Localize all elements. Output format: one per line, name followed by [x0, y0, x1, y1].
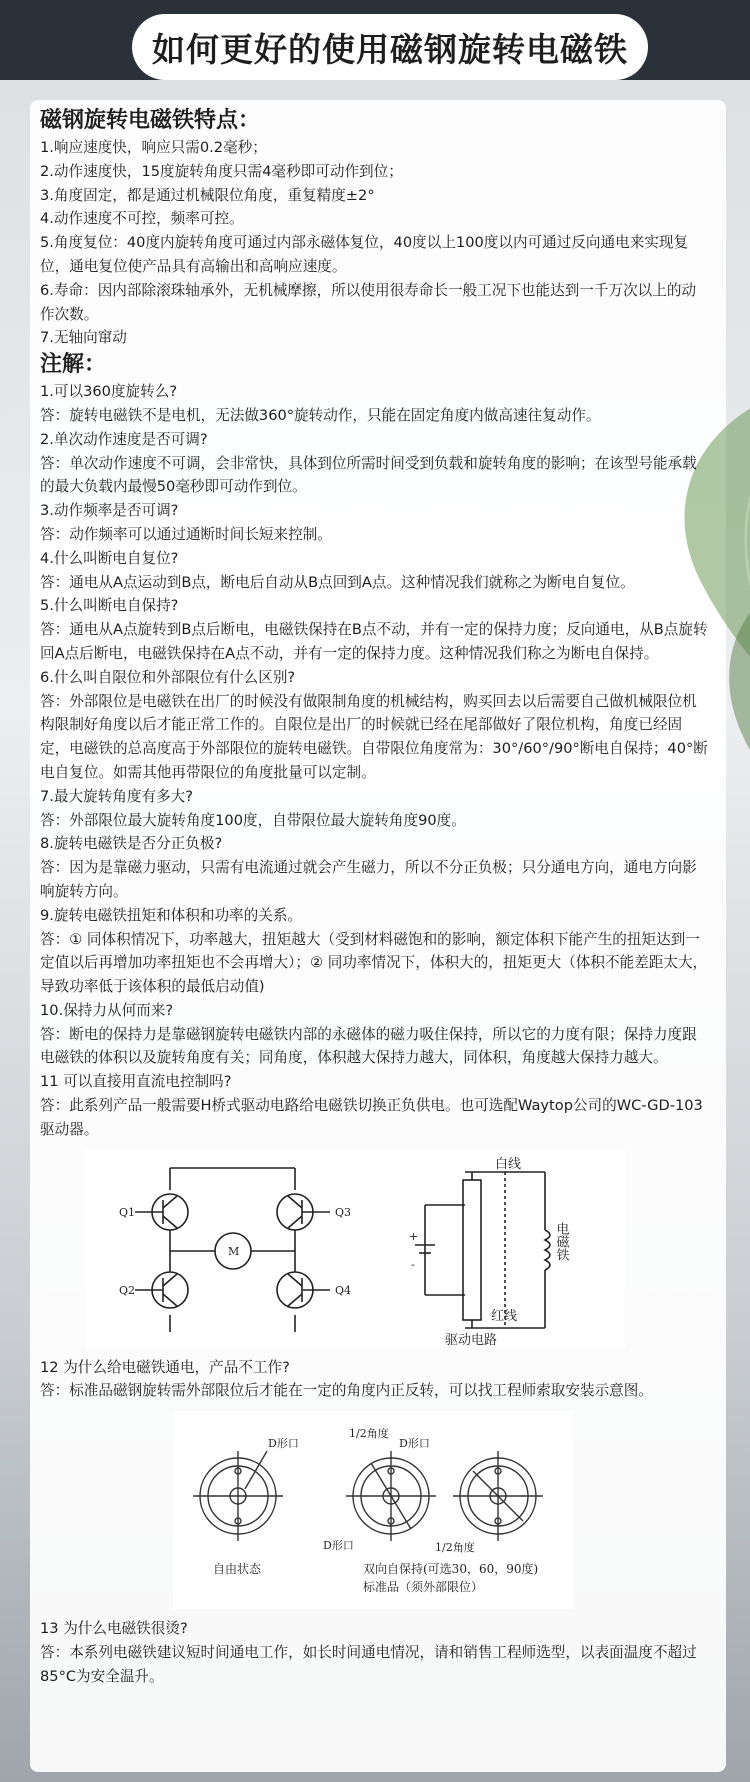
plus-label: + [409, 1229, 419, 1243]
feature-item: 4.动作速度不可控，频率可控。 [40, 210, 244, 228]
question: 2.单次动作速度是否可调? [40, 430, 208, 448]
motor-label: M [228, 1244, 240, 1258]
question: 10.保持力从何而来? [40, 1001, 174, 1019]
question: 11 可以直接用直流电控制吗? [40, 1073, 232, 1091]
feature-item: 7.无轴向窜动 [40, 329, 127, 347]
answer: 答：本系列电磁铁建议短时间通电工作，如长时间通电情况，请和销售工程师选型，以表面温度不超过85°C为安全温升。 [40, 1644, 697, 1685]
half-angle-label: 1/2角度 [349, 1427, 389, 1441]
answer: 答：标准品磁钢旋转需外部限位后才能在一定的角度内正反转，可以找工程师索取安装示意图。 [40, 1382, 653, 1400]
answer: 答：断电的保持力是靠磁钢旋转电磁铁内部的永磁体的磁力吸住保持，所以它的力度有限；保持力度跟电磁铁的体积以及旋转角度有关；同角度，体积越大保持力越大，同体积，角度越大保持力越大。 [40, 1025, 697, 1067]
white-wire-label: 白线 [495, 1156, 522, 1172]
q2-label: Q2 [119, 1283, 136, 1297]
answer: 答：因为是靠磁力驱动，只需有电流通过就会产生磁力，所以不分正负极；只分通电方向，通电方向影响旋转方向。 [40, 859, 697, 900]
feature-item: 2.动作速度快，15度旋转角度只需4毫秒即可动作到位； [40, 162, 403, 180]
question: 3.动作频率是否可调? [40, 502, 179, 520]
notes-heading: 注解： [40, 352, 107, 378]
question: 9.旋转电磁铁扭矩和体积和功率的关系。 [40, 906, 303, 924]
feature-item: 6.寿命：因内部除滚珠轴承外，无机械摩擦，所以使用很寿命长一般工况下也能达到一千万次以上的动作次数。 [40, 281, 697, 323]
features-heading: 磁钢旋转电磁铁特点： [40, 108, 261, 133]
answer: 答：① 同体积情况下，功率越大，扭矩越大（受到材料磁饱和的影响，额定体积下能产生的扭矩达到一定值以后再增加功率扭矩也不会再增大）；② 同功率情况下，体积大的，扭矩更大（体积不能差距太大，导致功率低于该体积的最低启动值) [40, 930, 708, 996]
minus-label: - [411, 1257, 415, 1271]
question: 4.什么叫断电自复位? [40, 549, 179, 567]
feature-item: 5.角度复位：40度内旋转角度可通过内部永磁体复位，40度以上100度以内可通过反向通电来实现复位，通电复位使产品具有高输出和高响应速度。 [40, 234, 689, 275]
question: 6.什么叫自限位和外部限位有什么区别? [40, 668, 296, 686]
feature-item: 1.响应速度快，响应只需0.2毫秒； [40, 139, 267, 156]
answer: 答：此系列产品一般需要H桥式驱动电路给电磁铁切换正负供电。也可选配Waytop公司的WC-GD-103驱动器。 [40, 1097, 703, 1138]
answer: 答：通电从A点旋转到B点后断电，电磁铁保持在B点不动，并有一定的保持力度；反向通电，从B点旋转回A点后断电，电磁铁保持在A点不动，并有一定的保持力度。这种情况我们称之为断电自保持。 [40, 621, 708, 662]
h-bridge-circuit-figure [85, 1150, 625, 1348]
question: 13 为什么电磁铁很烫? [40, 1620, 188, 1638]
question: 5.什么叫断电自保持? [40, 597, 179, 615]
answer: 答：动作频率可以通过通断时间长短来控制。 [40, 525, 332, 543]
red-wire-label: 红线 [491, 1308, 518, 1324]
installation-diagram-figure [173, 1411, 573, 1609]
standard-caption-1: 双向自保持(可选30，60，90度) [363, 1562, 539, 1577]
free-state-label: 自由状态 [213, 1562, 262, 1577]
question: 12 为什么给电磁铁通电，产品不工作? [40, 1358, 290, 1376]
question: 7.最大旋转角度有多大? [40, 787, 194, 805]
answer: 答：旋转电磁铁不是电机，无法做360°旋转动作，只能在固定角度内做高速往复动作。 [40, 406, 601, 424]
answer: 答：单次动作速度不可调，会非常快，具体到位所需时间受到负载和旋转角度的影响；在该型号能承载的最大负载内最慢50毫秒即可动作到位。 [40, 454, 697, 496]
answer: 答：外部限位是电磁铁在出厂的时候没有做限制角度的机械结构，购买回去以后需要自己做机械限位机构限制好角度以后才能正常工作的。自限位是出厂的时候就已经在尾部做好了限位机构，角度已经固定，电磁铁的总高度高于外部限位的旋转电磁铁。自带限位角度常为：30°/60°/90°断电自保持；40°断电自复位。如需其他再带限位的角度批量可以定制。 [40, 692, 708, 781]
answer: 答：外部限位最大旋转角度100度，自带限位最大旋转角度90度。 [40, 811, 466, 829]
coil-label: 电磁铁 [553, 1221, 569, 1261]
d-mark-label: D形口 [399, 1437, 430, 1451]
d-mark-label: D形口 [268, 1437, 299, 1451]
standard-caption-2: 标准品（须外部限位） [363, 1580, 484, 1595]
half-angle-label: 1/2角度 [435, 1541, 475, 1555]
question: 1.可以360度旋转么? [40, 383, 178, 401]
question: 8.旋转电磁铁是否分正负极? [40, 835, 223, 853]
feature-item: 3.角度固定，都是通过机械限位角度，重复精度±2° [40, 186, 375, 204]
article [40, 106, 710, 1689]
q1-label: Q1 [119, 1205, 136, 1219]
answer: 答：通电从A点运动到B点，断电后自动从B点回到A点。这种情况我们就称之为断电自复位。 [40, 573, 635, 591]
drive-circuit-label: 驱动电路 [445, 1332, 498, 1348]
page-title: 如何更好的使用磁钢旋转电磁铁 [132, 14, 648, 80]
q4-label: Q4 [335, 1283, 352, 1297]
d-mark-label: D形口 [323, 1539, 354, 1553]
q3-label: Q3 [335, 1205, 352, 1219]
